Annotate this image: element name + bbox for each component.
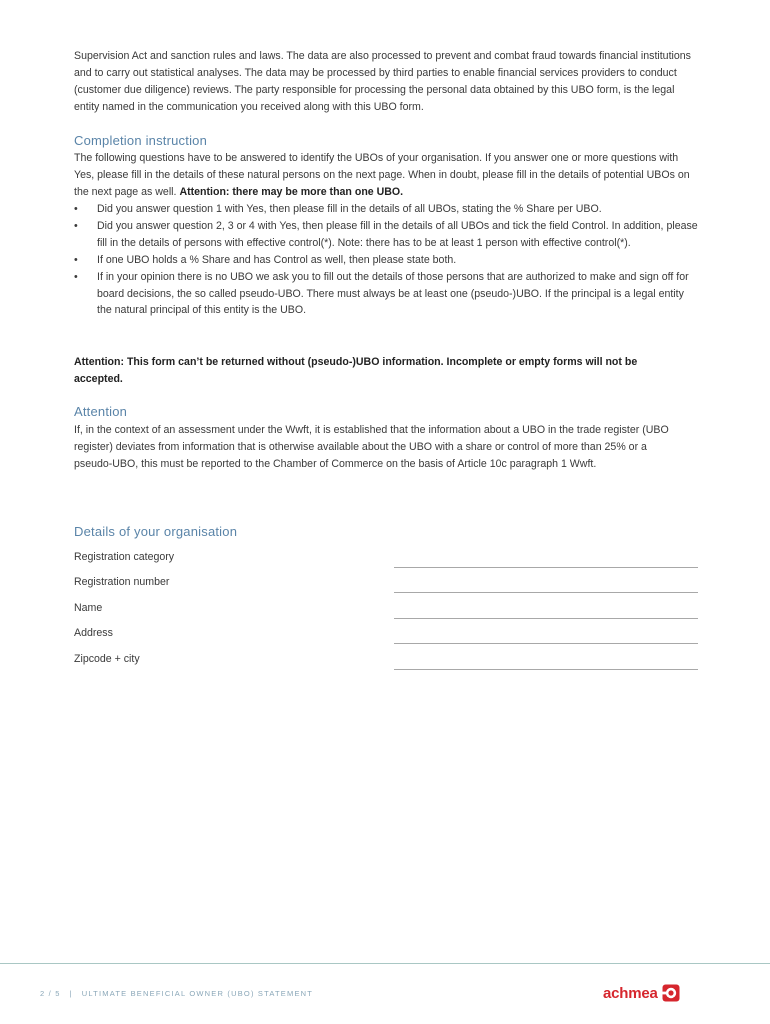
achmea-logo-icon [662,984,680,1002]
zipcode-city-field[interactable] [74,653,698,673]
registration-number-field[interactable] [74,576,698,596]
address-field[interactable] [74,627,698,647]
bullet-icon: • [74,270,78,283]
completion-text [74,150,698,201]
input-line[interactable] [394,618,698,619]
completion-heading: Completion instruction [74,133,208,148]
bullet-text: Did you answer question 1 with Yes, then please fill in the details of all UBOs, stating the % Share per UBO. [97,203,602,215]
logo-wordmark: achmea [603,984,658,1002]
footer-separator: | [69,989,73,998]
footer-divider [0,963,770,964]
input-line[interactable] [394,669,698,670]
attention-heading: Attention [74,404,128,419]
field-label: Name [74,602,103,614]
input-line[interactable] [394,643,698,644]
bullet-text: If in your opinion there is no UBO we ask you to fill out the details of those persons that are authorized to make and sign off for board decisions, the so called pseudo-UBO. There must always be at least one (pseudo-)UBO. If the principal is a legal entity the natural principal of this entity is the UBO. [97,270,689,317]
field-label: Address [74,627,113,639]
completion-text-bold: Attention: there may be more than one UBO. [179,185,404,198]
attention-text: If, in the context of an assessment under the Wwft, it is established that the information about a UBO in the trade register (UBO register) deviates from information that is otherwise available about the UBO with a share or control of more than 25% or a pseudo-UBO, this must be reported to the Chamber of Commerce on the basis of Article 10c paragraph 1 Wwft. [74,424,669,470]
bullet-icon: • [74,253,78,266]
intro-paragraph: Supervision Act and sanction rules and laws. The data are also processed to prevent and combat fraud towards financial institutions and to carry out statistical analyses. The data may be processed by third parties to enable financial services providers to conduct (customer due diligence) reviews. The party responsible for processing the personal data obtained by this UBO form, is the legal entity named in the communication you received along with this UBO form. [74,50,691,113]
completion-text-main: The following questions have to be answered to identify the UBOs of your organisation. If you answer one or more questions with Yes, please fill in the details of these natural persons on the next page. When in doubt, please fill in the details of potential UBOs on the next page as well. [74,152,690,198]
page-number: 2 / 5 [40,989,61,998]
list-item [74,201,698,218]
list-item [74,218,698,252]
completion-warning: Attention: This form can’t be returned without (pseudo-)UBO information. Incomplete or empty forms will not be accepted. [74,356,638,385]
achmea-logo [603,982,680,1004]
footer-info [40,989,313,998]
organisation-heading: Details of your organisation [74,524,238,539]
field-label: Zipcode + city [74,653,140,665]
bullet-text: If one UBO holds a % Share and has Control as well, then please state both. [97,253,457,266]
registration-category-field[interactable] [74,551,698,571]
bullet-text: Did you answer question 2, 3 or 4 with Yes, then please fill in the details of all UBOs and tick the field Control. In addition, please fill in the details of persons with effective control(*). Note: there has to be at least 1 person with effective control(*). [97,219,698,249]
input-line[interactable] [394,567,698,568]
name-field[interactable] [74,602,698,622]
list-item [74,252,698,269]
bullet-icon: • [74,219,78,232]
input-line[interactable] [394,592,698,593]
field-label: Registration category [74,551,175,563]
document-title: ULTIMATE BENEFICIAL OWNER (UBO) STATEMENT [81,989,314,998]
list-item [74,269,698,320]
completion-bullet-list [74,201,698,319]
field-label: Registration number [74,576,170,588]
bullet-icon: • [74,203,78,215]
